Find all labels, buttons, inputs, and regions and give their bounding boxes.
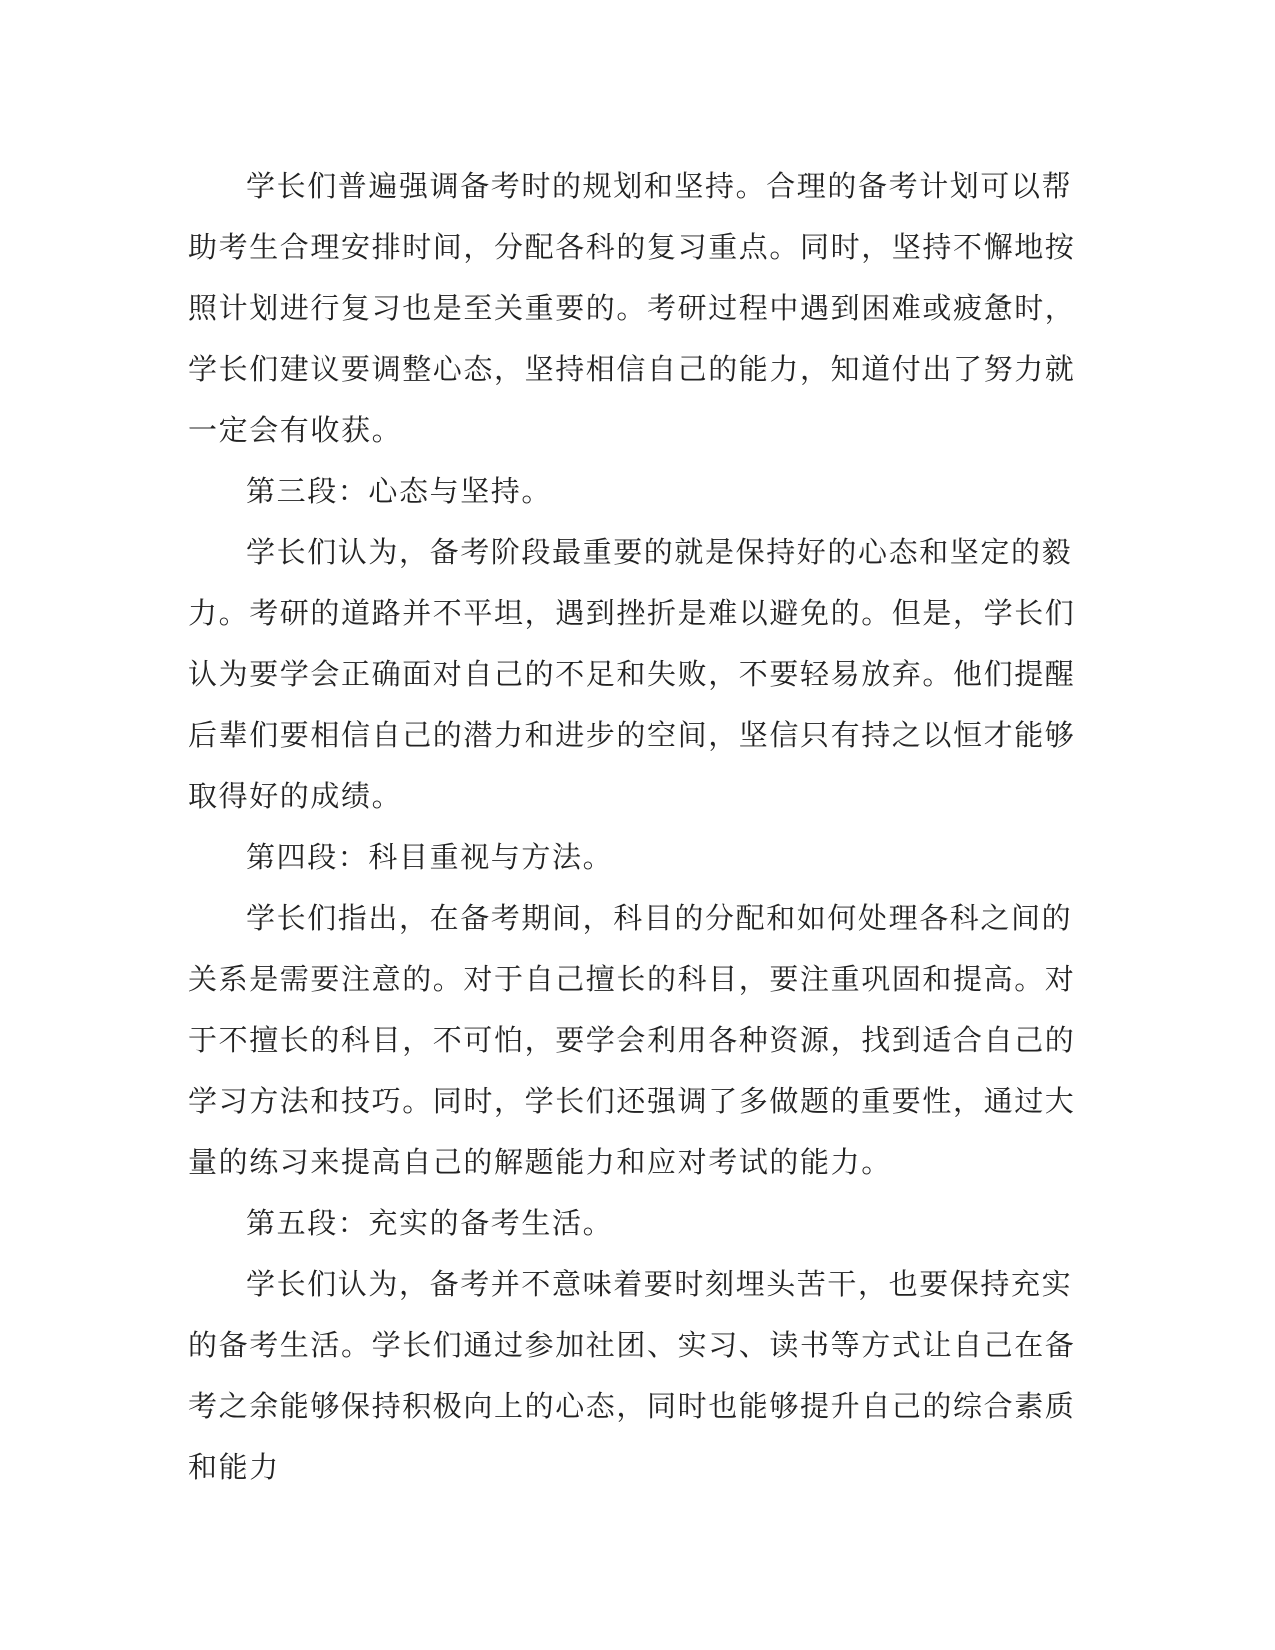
section-heading-3: 第三段：心态与坚持。 xyxy=(246,474,553,508)
paragraph-subjects: 学长们指出，在备考期间，科目的分配和如何处理各科之间的关系是需要注意的。对于自己擅长的科目，要注重巩固和提高。对于不擅长的科目，不可怕，要学会利用各种资源，找到适合自己的学习方法和技巧。同时，学长们还强调了多做题的重要性，通过大量的练习来提高自己的解题能力和应对考试的能力。 xyxy=(188,901,1076,1179)
section-heading-5: 第五段：充实的备考生活。 xyxy=(246,1206,614,1240)
paragraph-life: 学长们认为，备考并不意味着要时刻埋头苦干，也要保持充实的备考生活。学长们通过参加社团、实习、读书等方式让自己在备考之余能够保持积极向上的心态，同时也能够提升自己的综合素质和能力 xyxy=(188,1267,1076,1484)
section-heading-4: 第四段：科目重视与方法。 xyxy=(246,840,614,874)
paragraph-planning: 学长们普遍强调备考时的规划和坚持。合理的备考计划可以帮助考生合理安排时间，分配各科的复习重点。同时，坚持不懈地按照计划进行复习也是至关重要的。考研过程中遇到困难或疲惫时，学长们建议要调整心态，坚持相信自己的能力，知道付出了努力就一定会有收获。 xyxy=(188,169,1076,447)
paragraph-mindset: 学长们认为，备考阶段最重要的就是保持好的心态和坚定的毅力。考研的道路并不平坦，遇到挫折是难以避免的。但是，学长们认为要学会正确面对自己的不足和失败，不要轻易放弃。他们提醒后辈们要相信自己的潜力和进步的空间，坚信只有持之以恒才能够取得好的成绩。 xyxy=(188,535,1076,813)
document-page xyxy=(188,156,1088,1498)
